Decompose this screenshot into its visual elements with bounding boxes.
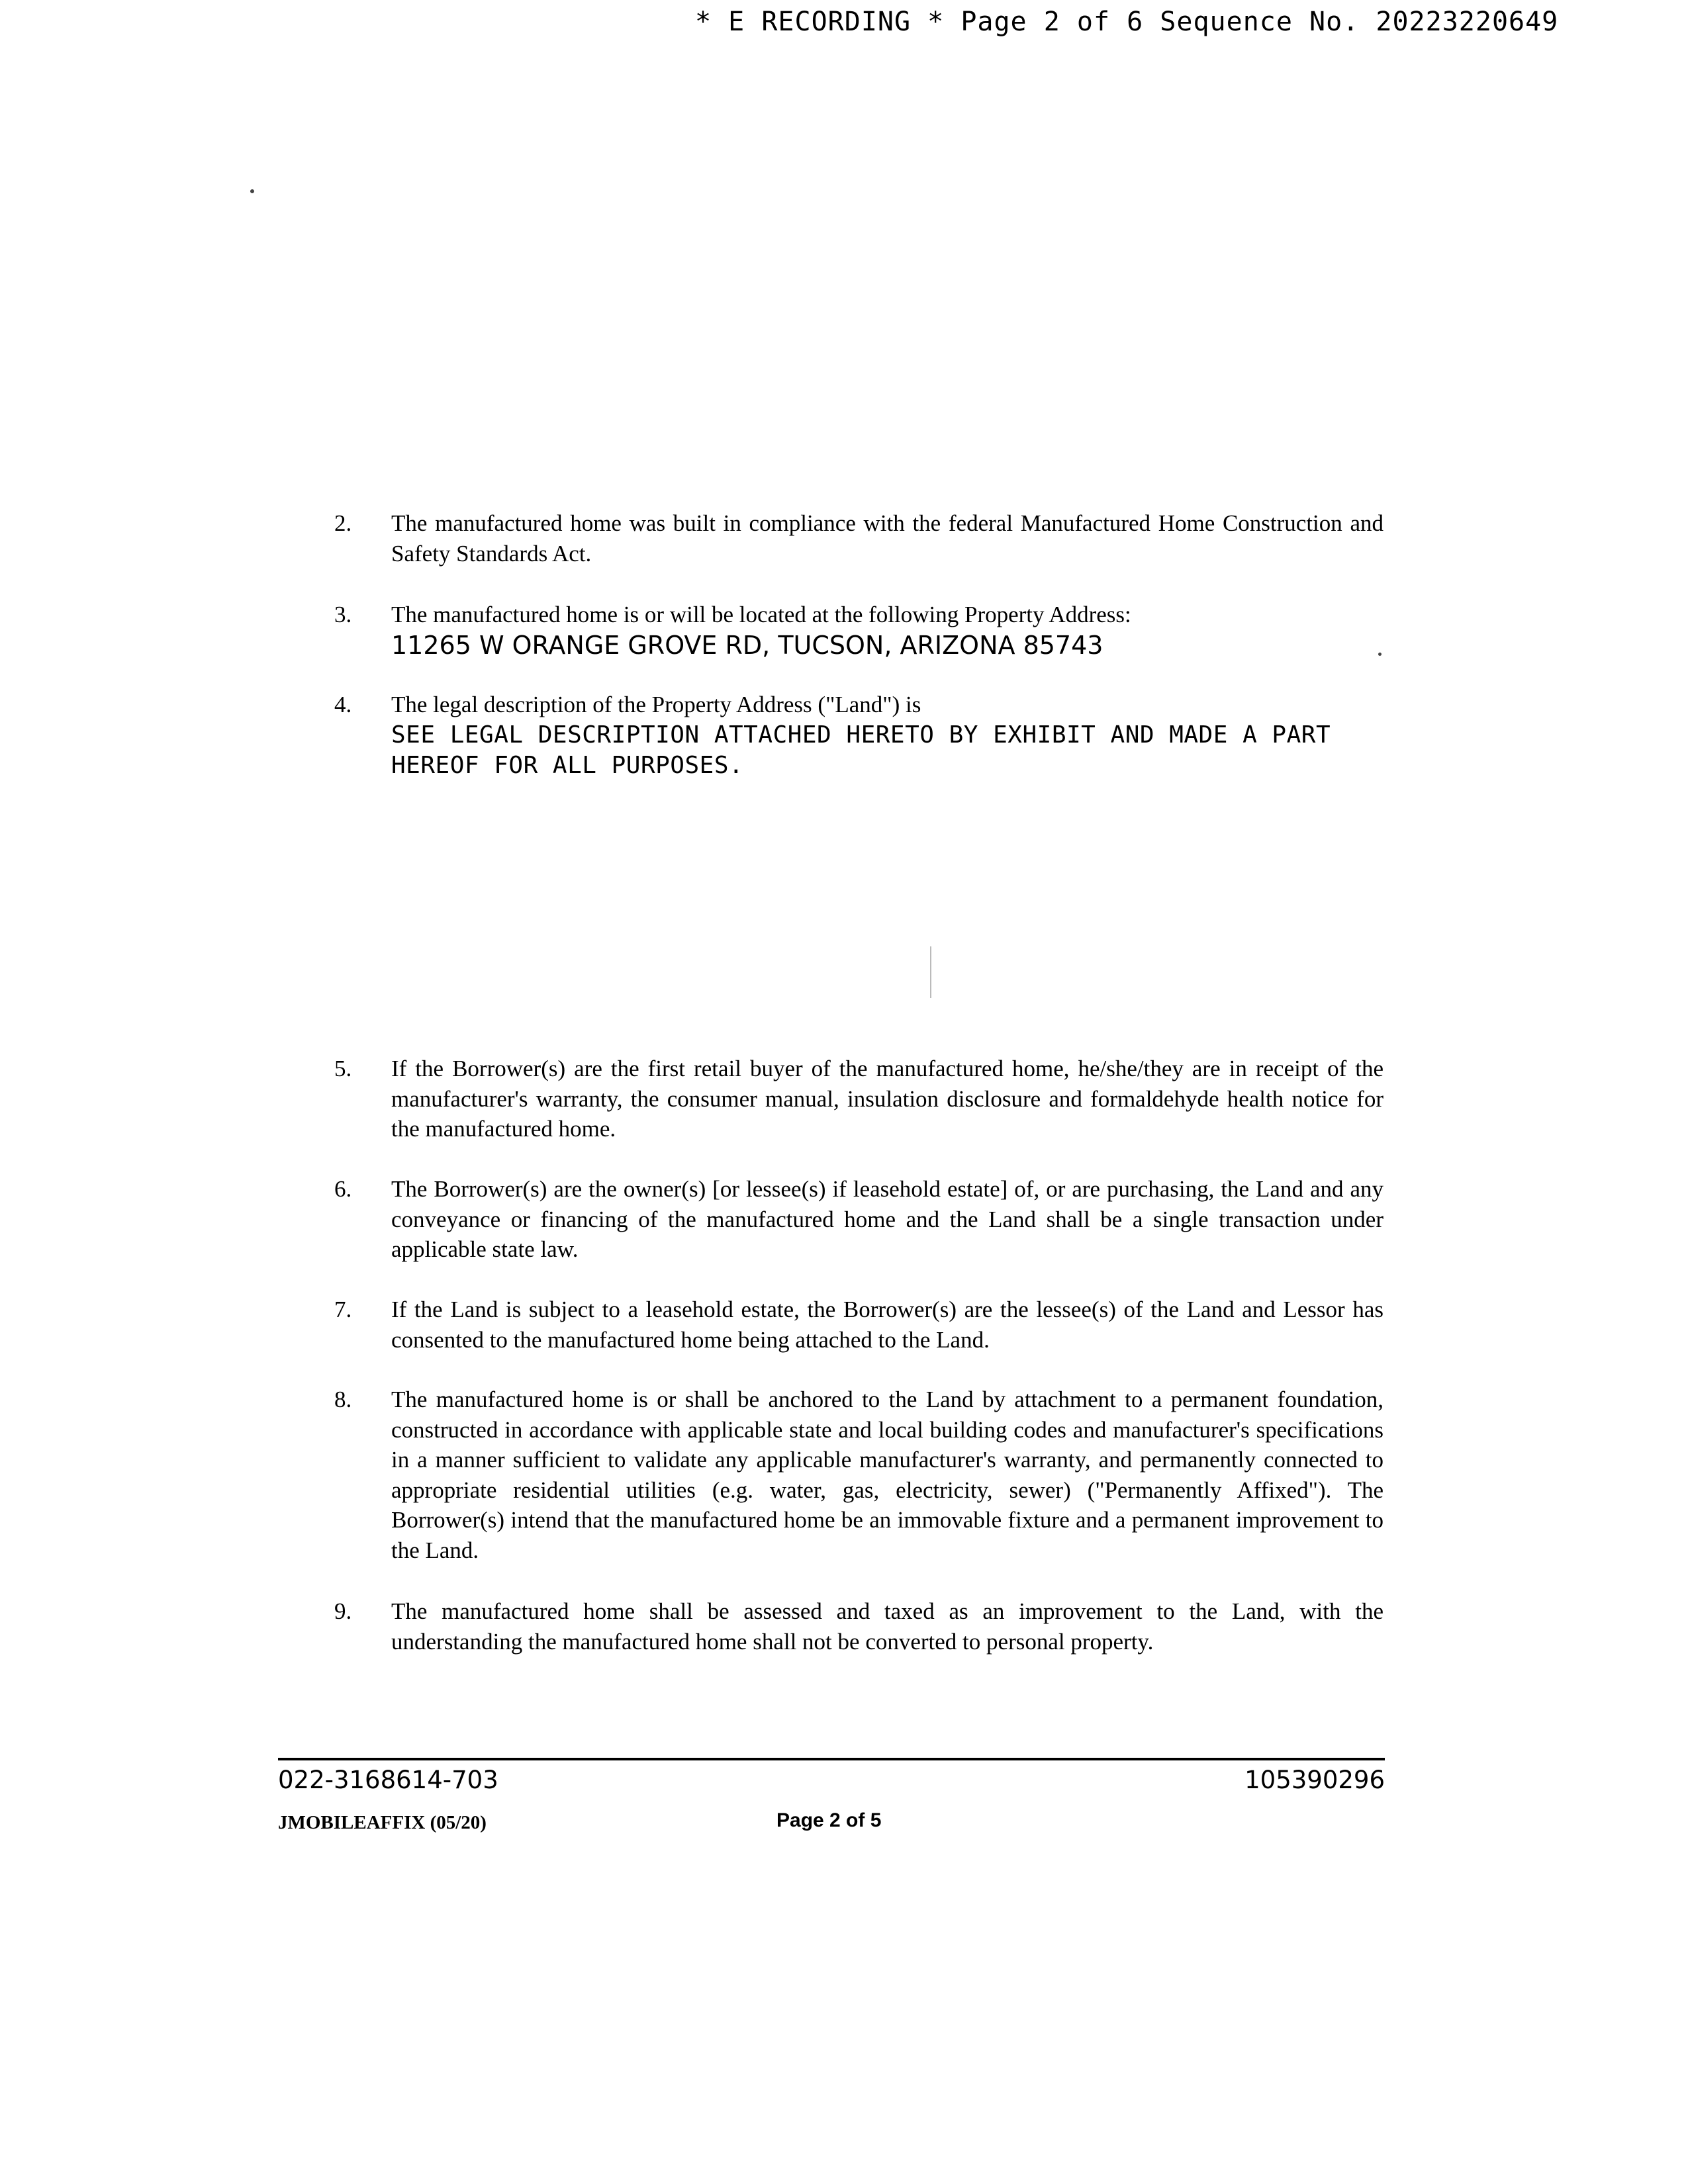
item-number: 8. [334, 1387, 352, 1412]
item-number: 9. [334, 1598, 352, 1624]
item-number: 2. [334, 510, 352, 536]
item-text: If the Borrower(s) are the first retail buyer of the manufactured home, he/she/they are in receipt of the manufacturer's warranty, the consumer manual, insulation disclosure and formaldehyde health notice for the manufactured home. [391, 1056, 1383, 1142]
item-text: The manufactured home shall be assessed and taxed as an improvement to the Land, with the understanding the manufactured home shall not be converted to personal property. [391, 1598, 1383, 1655]
item-text: The legal description of the Property Address ("Land") is [391, 692, 921, 717]
list-item [334, 1385, 1383, 1565]
loan-number: 022-3168614-703 [278, 1766, 498, 1794]
item-text: The manufactured home is or shall be anchored to the Land by attachment to a permanent foundation, constructed in accordance with applicable state and local building codes and manufacturer's specifications in a manner sufficient to validate any applicable manufacturer's warranty, and permanently connected to appropriate residential utilities (e.g. water, gas, electricity, sewer) ("Permanently Affixed"). The Borrower(s) intend that the manufactured home be an immovable fixture and a permanent improvement to the Land. [391, 1387, 1383, 1563]
list-item [334, 1174, 1383, 1265]
list-item [334, 690, 1383, 781]
item-number: 3. [334, 602, 352, 627]
item-text: The manufactured home is or will be located at the following Property Address: [391, 602, 1131, 627]
scan-speck [250, 189, 254, 193]
document-number: 105390296 [1244, 1766, 1385, 1794]
list-item [334, 1596, 1383, 1657]
list-item [334, 508, 1383, 569]
item-number: 4. [334, 692, 352, 717]
property-address: 11265 W ORANGE GROVE RD, TUCSON, ARIZONA 85743 [391, 630, 1103, 660]
item-number: 7. [334, 1297, 352, 1322]
list-item [334, 600, 1383, 660]
legal-description: SEE LEGAL DESCRIPTION ATTACHED HERETO BY EXHIBIT AND MADE A PART HEREOF FOR ALL PURPOSES. [391, 721, 1331, 779]
scan-artifact-line [930, 946, 931, 998]
footer-divider [278, 1758, 1385, 1760]
item-text: The manufactured home was built in compliance with the federal Manufactured Home Construction and Safety Standards Act. [391, 510, 1383, 567]
item-number: 6. [334, 1176, 352, 1202]
list-item [334, 1295, 1383, 1355]
recording-header: * E RECORDING * Page 2 of 6 Sequence No. 20223220649 [695, 7, 1559, 37]
item-text: The Borrower(s) are the owner(s) [or lessee(s) if leasehold estate] of, or are purchasing, the Land and any conveyance or financing of the manufactured home and the Land shall be a single transaction under applicable state law. [391, 1176, 1383, 1262]
item-number: 5. [334, 1056, 352, 1081]
list-item [334, 1054, 1383, 1144]
form-id: JMOBILEAFFIX (05/20) [278, 1812, 487, 1833]
item-text: If the Land is subject to a leasehold estate, the Borrower(s) are the lessee(s) of the Land and Lessor has consented to the manufactured home being attached to the Land. [391, 1297, 1383, 1353]
page-number: Page 2 of 5 [776, 1809, 882, 1831]
